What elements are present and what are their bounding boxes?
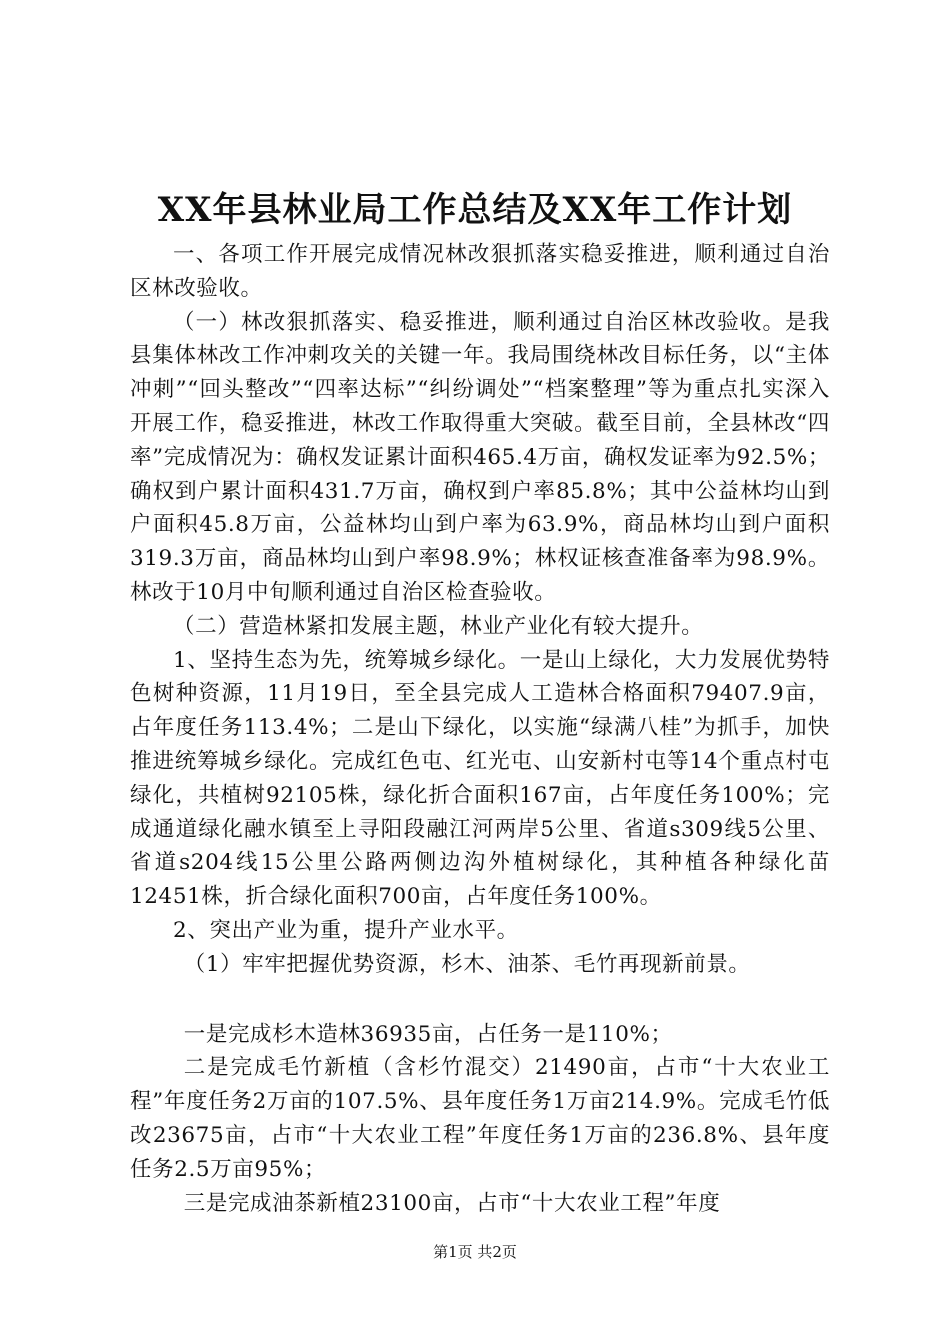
paragraph-afforestation-heading: （二）营造林紧扣发展主题，林业产业化有较大提升。 xyxy=(173,613,704,639)
paragraph-forest-reform: （一）林改狠抓落实、稳妥推进，顺利通过自治区林改验收。是我县集体林改工作冲刺攻关的关键一年。我局围绕林改目标任务，以“主体冲刺”“回头整改”“四率达标”“纠纷调处”“档案整理”等为重点扎实深入开展工作，稳妥推进，林改工作取得重大突破。截至目前，全县林改“四率”完成情况为：确权发证累计面积465.4万亩，确权发证率为92.5%；确权到户累计面积431.7万亩，确权到户率85.8%；其中公益林均山到户面积45.8万亩，公益林均山到户率为63.9%，商品林均山到户面积319.3万亩，商品林均山到户率98.9%；林权证核查准备率为98.9%。林改于10月中旬顺利通过自治区检查验收。 xyxy=(130,309,830,605)
paragraph-fir-planting: 一是完成杉木造林36935亩，占任务一是110%； xyxy=(183,1021,673,1047)
paragraph-industry-heading: 2、突出产业为重，提升产业水平。 xyxy=(173,917,519,943)
paragraph-bamboo-planting: 二是完成毛竹新植（含杉竹混交）21490亩，占市“十大农业工程”年度任务2万亩的107.5%、县年度任务1万亩214.9%。完成毛竹低改23675亩，占市“十大农业工程”年度任务1万亩的236.8%、县年度任务2.5万亩95%； xyxy=(130,1055,830,1182)
paragraph-camellia-planting: 三是完成油茶新植23100亩，占市“十大农业工程”年度 xyxy=(183,1190,721,1216)
paragraph-section-one: 一、各项工作开展完成情况林改狠抓落实稳妥推进，顺利通过自治区林改验收。 xyxy=(130,242,830,301)
paragraph-spacer xyxy=(130,982,830,1018)
page-number-footer: 第1页 共2页 xyxy=(433,1243,517,1261)
paragraph-resources-heading: （1）牢牢把握优势资源，杉木、油茶、毛竹再现新前景。 xyxy=(183,951,751,977)
document-title: XX年县林业局工作总结及XX年工作计划 xyxy=(157,190,793,230)
document-body xyxy=(130,238,830,1220)
paragraph-ecology-greening: 1、坚持生态为先，统筹城乡绿化。一是山上绿化，大力发展优势特色树种资源，11月19日，至全县完成人工造林合格面积79407.9亩，占年度任务113.4%；二是山下绿化，以实施“绿满八桂”为抓手，加快推进统筹城乡绿化。完成红色屯、红光屯、山安新村屯等14个重点村屯绿化，共植树92105株，绿化折合面积167亩，占年度任务100%；完成通道绿化融水镇至上寻阳段融江河两岸5公里、省道s309线5公里、省道s204线15公里公路两侧边沟外植树绿化，其种植各种绿化苗12451株，折合绿化面积700亩，占年度任务100%。 xyxy=(130,647,830,910)
